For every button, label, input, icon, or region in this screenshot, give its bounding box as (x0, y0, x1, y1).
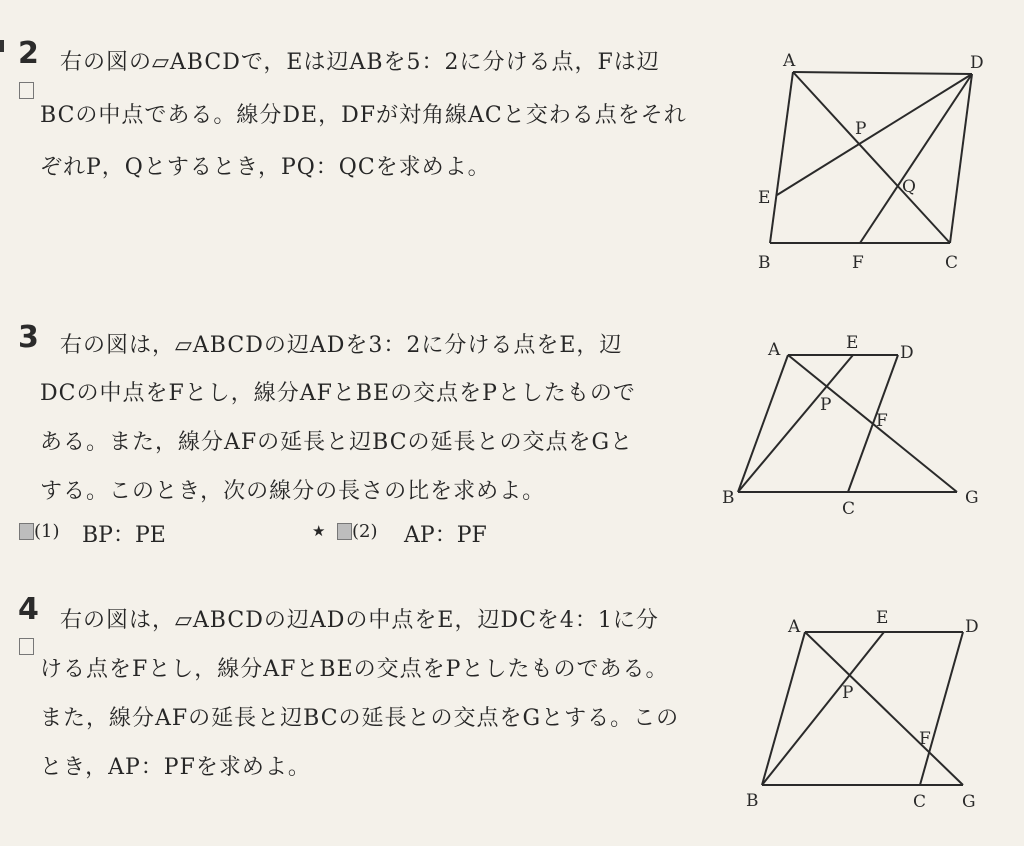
problem-number: 2 (18, 36, 39, 71)
label-P: P (855, 119, 867, 139)
problem-text-line: DCの中点をFとし，線分AFとBEの交点をPとしたもので (40, 381, 636, 406)
segment-AG (805, 632, 963, 785)
problem-number: 4 (18, 592, 39, 627)
problem-text-line: 右の図は，▱ABCDの辺ADの中点をE，辺DCを4：1に分 (60, 608, 659, 633)
label-P: P (842, 683, 854, 703)
problem-text-line: する。このとき，次の線分の長さの比を求めよ。 (40, 479, 546, 504)
label-A: A (768, 340, 781, 360)
problem-text-line: 右の図は，▱ABCDの辺ADを3：2に分ける点をE，辺 (60, 333, 623, 358)
label-B: B (746, 791, 759, 811)
label-D: D (965, 617, 979, 637)
label-C: C (842, 499, 856, 519)
segment-DC (920, 632, 963, 785)
subquestion-2-text: AP：PF (404, 523, 487, 548)
label-E: E (758, 188, 771, 208)
problem-text-line: また，線分AFの延長と辺BCの延長との交点をGとする。この (40, 706, 680, 731)
problem-text-line: ける点をFとし，線分AFとBEの交点をPとしたものである。 (40, 657, 669, 682)
subquestion-2-number: (2) (352, 521, 378, 542)
problem-text-line: ある。また，線分AFの延長と辺BCの延長との交点をGと (40, 430, 634, 455)
subquestion-1-text: BP：PE (82, 523, 166, 548)
label-E: E (876, 608, 889, 628)
label-F: F (919, 729, 931, 749)
star-mark: ★ (312, 522, 326, 540)
label-A: A (788, 617, 801, 637)
segment-AB (762, 632, 805, 785)
label-D: D (900, 343, 914, 363)
label-D: D (970, 53, 984, 73)
label-G: G (965, 488, 979, 508)
label-C: C (913, 792, 927, 812)
label-Q: Q (902, 177, 916, 197)
problem-number: 3 (18, 320, 39, 355)
segment-BE (762, 632, 884, 785)
problem-text-line: 右の図の▱ABCDで，Eは辺ABを5：2に分ける点，Fは辺 (60, 50, 660, 75)
label-G: G (962, 792, 976, 812)
label-C: C (945, 253, 959, 273)
label-B: B (722, 488, 735, 508)
subquestion-1-number: (1) (34, 521, 60, 542)
label-A: A (783, 51, 796, 71)
problem-text-line: ぞれP，Qとするとき，PQ：QCを求めよ。 (40, 155, 491, 180)
label-P: P (820, 395, 832, 415)
problem-text-line: とき，AP：PFを求めよ。 (40, 755, 311, 780)
label-F: F (876, 411, 888, 431)
label-F: F (852, 253, 864, 273)
label-B: B (758, 253, 771, 273)
problem-text-line: BCの中点である。線分DE，DFが対角線ACと交わる点をそれ (40, 103, 687, 128)
label-E: E (846, 333, 859, 353)
